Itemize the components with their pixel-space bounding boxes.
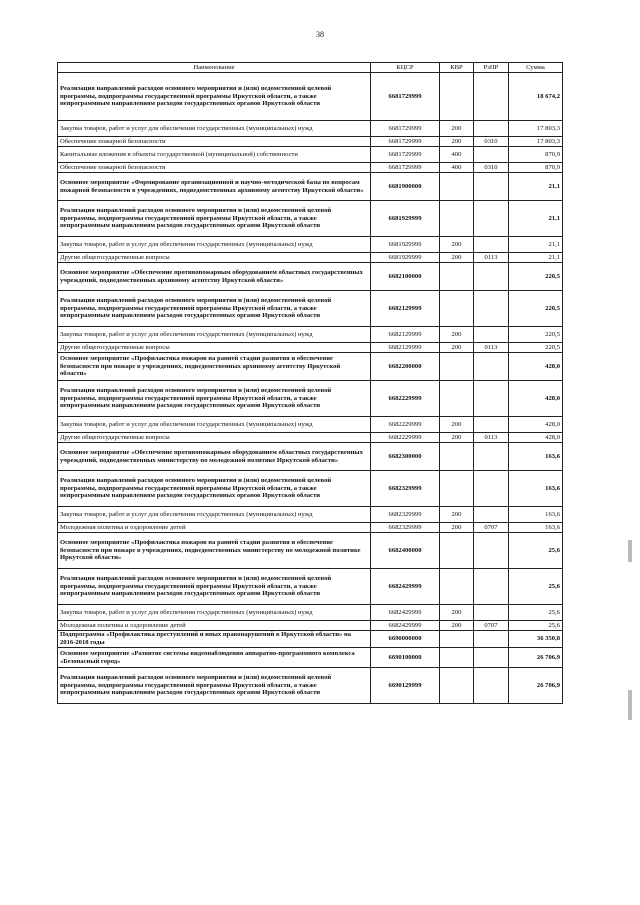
row-rzpr: [474, 237, 509, 253]
row-sum: 163,6: [509, 443, 563, 471]
row-name: Основное мероприятие «Обеспечение противопожарным оборудованием областных государственных учреждений, подведомственных министерству по молодежной политике Иркутской области»: [58, 443, 371, 471]
row-kvr: 200: [440, 433, 474, 443]
row-name: Молодежная политика и оздоровление детей: [58, 621, 371, 631]
row-rzpr: 0113: [474, 343, 509, 353]
row-kvr: [440, 201, 474, 237]
table-row: [58, 569, 563, 605]
row-rzpr: [474, 417, 509, 433]
row-kvr: [440, 631, 474, 648]
row-kcsr: 6682429999: [371, 621, 440, 631]
row-rzpr: [474, 648, 509, 668]
row-rzpr: [474, 291, 509, 327]
row-kvr: 200: [440, 327, 474, 343]
row-kcsr: 6682329999: [371, 507, 440, 523]
row-kvr: [440, 263, 474, 291]
scan-edge-mark: [628, 540, 632, 562]
row-sum: 220,5: [509, 343, 563, 353]
budget-table: [57, 62, 563, 704]
row-sum: 163,6: [509, 507, 563, 523]
table-row: [58, 471, 563, 507]
row-rzpr: 0707: [474, 523, 509, 533]
row-sum: 25,6: [509, 621, 563, 631]
row-sum: 21,1: [509, 237, 563, 253]
row-sum: 25,6: [509, 533, 563, 569]
row-rzpr: 0310: [474, 163, 509, 173]
row-kcsr: 6681929999: [371, 237, 440, 253]
row-name: Закупка товаров, работ и услуг для обеспечения государственных (муниципальных) нужд: [58, 605, 371, 621]
row-rzpr: [474, 381, 509, 417]
table-row: [58, 163, 563, 173]
table-row: [58, 121, 563, 137]
row-kvr: [440, 381, 474, 417]
row-kvr: [440, 353, 474, 381]
row-name: Закупка товаров, работ и услуг для обеспечения государственных (муниципальных) нужд: [58, 327, 371, 343]
row-kcsr: 6682200000: [371, 353, 440, 381]
row-name: Закупка товаров, работ и услуг для обеспечения государственных (муниципальных) нужд: [58, 417, 371, 433]
row-rzpr: [474, 353, 509, 381]
row-sum: 428,0: [509, 353, 563, 381]
row-kcsr: 6682129999: [371, 291, 440, 327]
row-name: Реализация направлений расходов основного мероприятия и (или) ведомственной целевой программы, подпрограммы государственной программы Иркутской области, а также непрограммным направлениям расходов государственных органов Иркутской области: [58, 73, 371, 121]
row-kcsr: 6681729999: [371, 137, 440, 147]
row-name: Реализация направлений расходов основного мероприятия и (или) ведомственной целевой программы, подпрограммы государственной программы Иркутской области, а также непрограммным направлениям расходов государственных органов Иркутской области: [58, 381, 371, 417]
table-row: [58, 343, 563, 353]
table-row: [58, 507, 563, 523]
table-row: [58, 381, 563, 417]
row-rzpr: [474, 533, 509, 569]
row-kvr: [440, 668, 474, 704]
table-row: [58, 533, 563, 569]
row-sum: 21,1: [509, 173, 563, 201]
table-row: [58, 443, 563, 471]
row-name: Другие общегосударственные вопросы: [58, 343, 371, 353]
row-kcsr: 6682229999: [371, 433, 440, 443]
row-kvr: 200: [440, 237, 474, 253]
row-sum: 870,9: [509, 163, 563, 173]
row-name: Другие общегосударственные вопросы: [58, 253, 371, 263]
row-kcsr: 6682429999: [371, 569, 440, 605]
row-kcsr: 6682400000: [371, 533, 440, 569]
header-rzpr: РзПР: [474, 63, 509, 73]
table-row: [58, 201, 563, 237]
table-row: [58, 353, 563, 381]
row-kcsr: 6682229999: [371, 417, 440, 433]
row-sum: 220,5: [509, 327, 563, 343]
row-kvr: [440, 569, 474, 605]
table-row: [58, 137, 563, 147]
table-row: [58, 621, 563, 631]
row-kvr: 200: [440, 507, 474, 523]
table-row: [58, 263, 563, 291]
header-sum: Сумма: [509, 63, 563, 73]
row-sum: 26 706,9: [509, 668, 563, 704]
row-sum: 163,6: [509, 523, 563, 533]
row-name: Закупка товаров, работ и услуг для обеспечения государственных (муниципальных) нужд: [58, 237, 371, 253]
row-rzpr: [474, 631, 509, 648]
row-rzpr: 0113: [474, 253, 509, 263]
row-kcsr: 6681729999: [371, 163, 440, 173]
row-kcsr: 6682229999: [371, 381, 440, 417]
row-sum: 428,0: [509, 417, 563, 433]
row-sum: 428,0: [509, 381, 563, 417]
row-kvr: 200: [440, 121, 474, 137]
row-name: Реализация направлений расходов основного мероприятия и (или) ведомственной целевой программы, подпрограммы государственной программы Иркутской области, а также непрограммным направлениям расходов государственных органов Иркутской области: [58, 201, 371, 237]
row-rzpr: [474, 668, 509, 704]
row-kvr: 200: [440, 621, 474, 631]
table-row: [58, 237, 563, 253]
row-kcsr: 6682129999: [371, 343, 440, 353]
row-kcsr: 6682129999: [371, 327, 440, 343]
row-kvr: [440, 648, 474, 668]
table-row: [58, 523, 563, 533]
row-rzpr: [474, 569, 509, 605]
row-kvr: [440, 291, 474, 327]
table-row: [58, 631, 563, 648]
table-row: [58, 668, 563, 704]
scan-edge-mark: [628, 690, 632, 720]
row-name: Основное мероприятие «Обеспечение противопожарным оборудованием областных государственных учреждений, подведомственных архивному агентству Иркутской области»: [58, 263, 371, 291]
row-rzpr: 0113: [474, 433, 509, 443]
row-sum: 428,0: [509, 433, 563, 443]
table-row: [58, 433, 563, 443]
row-kvr: 200: [440, 253, 474, 263]
header-kvr: КВР: [440, 63, 474, 73]
row-rzpr: [474, 471, 509, 507]
row-kcsr: 6682300000: [371, 443, 440, 471]
table-row: [58, 147, 563, 163]
row-kcsr: 6681929999: [371, 253, 440, 263]
row-kcsr: 6681729999: [371, 121, 440, 137]
row-sum: 870,9: [509, 147, 563, 163]
row-kcsr: 6690129999: [371, 668, 440, 704]
row-kcsr: 6690100000: [371, 648, 440, 668]
row-kvr: [440, 533, 474, 569]
row-sum: 25,6: [509, 569, 563, 605]
row-name: Реализация направлений расходов основного мероприятия и (или) ведомственной целевой программы, подпрограммы государственной программы Иркутской области, а также непрограммным направлениям расходов государственных органов Иркутской области: [58, 291, 371, 327]
header-kcsr: КЦСР: [371, 63, 440, 73]
row-kvr: 200: [440, 523, 474, 533]
row-kcsr: 6690000000: [371, 631, 440, 648]
row-kcsr: 6681900000: [371, 173, 440, 201]
row-name: Реализация направлений расходов основного мероприятия и (или) ведомственной целевой программы, подпрограммы государственной программы Иркутской области, а также непрограммным направлениям расходов государственных органов Иркутской области: [58, 668, 371, 704]
row-kvr: [440, 471, 474, 507]
row-sum: 163,6: [509, 471, 563, 507]
table-row: [58, 327, 563, 343]
row-kcsr: 6682429999: [371, 605, 440, 621]
row-sum: 17 803,3: [509, 121, 563, 137]
table-body: [58, 73, 563, 704]
table-row: [58, 648, 563, 668]
row-sum: 17 803,3: [509, 137, 563, 147]
row-name: Основное мероприятие «Формирование организационной и научно-методической базы по вопросам пожарной безопасности в учреждениях, подведомственных архивному агентству Иркутской области»: [58, 173, 371, 201]
row-rzpr: [474, 443, 509, 471]
row-kcsr: 6681929999: [371, 201, 440, 237]
table-row: [58, 605, 563, 621]
page-number: 38: [316, 30, 324, 39]
row-rzpr: [474, 147, 509, 163]
row-sum: 220,5: [509, 263, 563, 291]
row-rzpr: 0310: [474, 137, 509, 147]
header-name: Наименование: [58, 63, 371, 73]
row-kcsr: 6682100000: [371, 263, 440, 291]
row-rzpr: [474, 201, 509, 237]
table-header-row: [58, 63, 563, 73]
row-sum: 36 350,8: [509, 631, 563, 648]
row-sum: 21,1: [509, 201, 563, 237]
row-name: Реализация направлений расходов основного мероприятия и (или) ведомственной целевой программы, подпрограммы государственной программы Иркутской области, а также непрограммным направлениям расходов государственных органов Иркутской области: [58, 471, 371, 507]
row-kcsr: 6681729999: [371, 147, 440, 163]
row-sum: 220,5: [509, 291, 563, 327]
row-name: Основное мероприятие «Профилактика пожаров на ранней стадии развития и обеспечение безопасности при пожаре в учреждениях, подведомственных архивному агентству Иркутской области»: [58, 353, 371, 381]
row-rzpr: [474, 507, 509, 523]
row-name: Закупка товаров, работ и услуг для обеспечения государственных (муниципальных) нужд: [58, 507, 371, 523]
table-row: [58, 291, 563, 327]
row-name: Реализация направлений расходов основного мероприятия и (или) ведомственной целевой программы, подпрограммы государственной программы Иркутской области, а также непрограммным направлениям расходов государственных органов Иркутской области: [58, 569, 371, 605]
row-kcsr: 6682329999: [371, 471, 440, 507]
row-kvr: [440, 443, 474, 471]
row-name: Другие общегосударственные вопросы: [58, 433, 371, 443]
row-kvr: 200: [440, 605, 474, 621]
row-kcsr: 6681729999: [371, 73, 440, 121]
table-row: [58, 253, 563, 263]
row-kvr: [440, 73, 474, 121]
row-name: Основное мероприятие «Профилактика пожаров на ранней стадии развития и обеспечение безопасности при пожаре в учреждениях, подведомственных министерству по молодежной политике Иркутской области»: [58, 533, 371, 569]
row-sum: 25,6: [509, 605, 563, 621]
table-row: [58, 417, 563, 433]
row-sum: 26 706,9: [509, 648, 563, 668]
table-row: [58, 173, 563, 201]
row-kvr: [440, 173, 474, 201]
row-sum: 21,1: [509, 253, 563, 263]
row-rzpr: [474, 73, 509, 121]
row-name: Капитальные вложения в объекты государственной (муниципальной) собственности: [58, 147, 371, 163]
row-kvr: 400: [440, 163, 474, 173]
row-kvr: 200: [440, 343, 474, 353]
row-rzpr: [474, 327, 509, 343]
row-kvr: 400: [440, 147, 474, 163]
row-rzpr: [474, 263, 509, 291]
row-kvr: 200: [440, 417, 474, 433]
row-name: Основное мероприятие «Развитие системы видеонаблюдения аппаратно-программного комплекса «Безопасный город»: [58, 648, 371, 668]
row-kvr: 200: [440, 137, 474, 147]
row-name: Молодежная политика и оздоровление детей: [58, 523, 371, 533]
row-kcsr: 6682329999: [371, 523, 440, 533]
row-rzpr: 0707: [474, 621, 509, 631]
row-rzpr: [474, 121, 509, 137]
table-row: [58, 73, 563, 121]
row-name: Обеспечение пожарной безопасности: [58, 137, 371, 147]
row-name: Закупка товаров, работ и услуг для обеспечения государственных (муниципальных) нужд: [58, 121, 371, 137]
row-sum: 18 674,2: [509, 73, 563, 121]
row-name: Обеспечение пожарной безопасности: [58, 163, 371, 173]
row-rzpr: [474, 605, 509, 621]
row-rzpr: [474, 173, 509, 201]
row-name: Подпрограмма «Профилактика преступлений и иных правонарушений в Иркутской области» на 2016-2018 годы: [58, 631, 371, 648]
